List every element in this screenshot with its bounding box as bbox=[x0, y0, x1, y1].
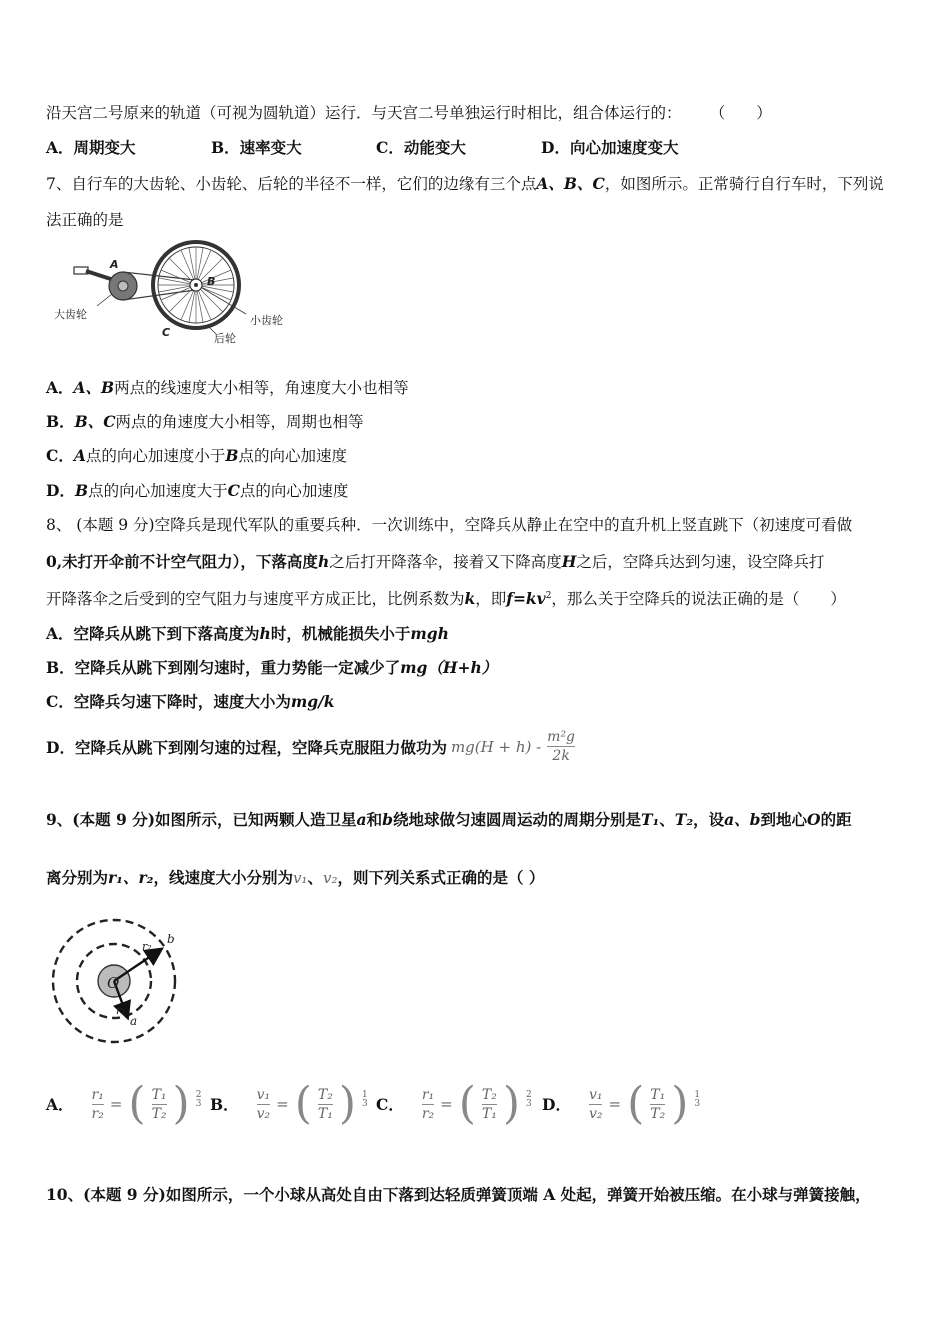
q8-option-a[interactable]: A．空降兵从跳下到下落高度为h时，机械能损失小于mgh bbox=[46, 624, 449, 643]
exponent: 2 3 bbox=[526, 1090, 532, 1109]
exponent: 1 3 bbox=[694, 1090, 701, 1109]
satellite-orbit-figure bbox=[50, 913, 180, 1048]
q6-option-a[interactable]: A．周期变大 bbox=[46, 138, 136, 157]
q9-stem-1: 9、(本题 9 分)如图所示，已知两颗人造卫星a和b绕地球做匀速圆周运动的周期分别是T₁、T₂，设a、b到地心O的距 bbox=[46, 810, 852, 829]
q7-option-d[interactable]: D．B点的向心加速度大于C点的向心加速度 bbox=[46, 481, 349, 500]
q7-stem: 7、自行车的大齿轮、小齿轮、后轮的半径不一样，它们的边缘有三个点A、B、C，如图所示。正常骑行自行车时，下列说 bbox=[46, 174, 884, 193]
r2-arrow bbox=[114, 950, 160, 981]
big-gear-label: 大齿轮 bbox=[54, 308, 87, 321]
q6-option-b[interactable]: B．速率变大 bbox=[211, 138, 302, 157]
q8-stem-3: 开降落伞之后受到的空气阻力与速度平方成正比，比例系数为k，即$f=kv^2$，那么关于空降兵的说法正确的是（ ） bbox=[46, 589, 846, 608]
q9-option-c[interactable]: C． $\frac{\text{r₁}}{\text{r₂}}$ = ( $\frac{\text{T₂}}{\text{T₁}}$ ) 2 3 bbox=[376, 1078, 532, 1129]
point-a-label: A bbox=[110, 258, 119, 271]
satellite-a-label: a bbox=[130, 1014, 138, 1028]
q6-stem: 沿天宫二号原来的轨道（可视为圆轨道）运行．与天宫二号单独运行时相比，组合体运行的： （ ） bbox=[46, 104, 772, 122]
r1-label: r₁ bbox=[116, 1004, 126, 1017]
q8-d-fraction: $\frac{\text{m²g}}{2k}$ bbox=[547, 729, 576, 764]
q8-option-d[interactable]: D．空降兵从跳下到刚匀速的过程，空降兵克服阻力做功为 mg(H + h) - $\frac{\text{m²g}}{2k}$ bbox=[46, 729, 576, 764]
q9-option-a[interactable]: A． $\frac{\text{r₁}}{\text{r₂}}$ = ( $\frac{\text{T₁}}{\text{T₂}}$ ) 2 3 bbox=[46, 1078, 202, 1129]
q9-stem-2: 离分别为r₁、r₂，线速度大小分别为v₁、v₂，则下列关系式正确的是（ ） bbox=[46, 868, 545, 887]
q8-stem-2: 0,未打开伞前不计空气阻力），下落高度h之后打开降落伞，接着又下降高度H之后，空降兵达到匀速，设空降兵打 bbox=[46, 552, 825, 571]
q7-option-b[interactable]: B．B、C两点的角速度大小相等，周期也相等 bbox=[46, 412, 364, 431]
exponent: 1 3 bbox=[362, 1090, 368, 1109]
q7-option-c[interactable]: C．A点的向心加速度小于B点的向心加速度 bbox=[46, 446, 348, 465]
q9-option-d[interactable]: D． $\frac{\text{v₁}}{\text{v₂}}$ = ( $\frac{\text{T₁}}{\text{T₂}}$ ) 1 3 bbox=[542, 1078, 701, 1129]
q9-option-b[interactable]: B． $\frac{\text{v₁}}{\text{v₂}}$ = ( $\frac{\text{T₂}}{\text{T₁}}$ ) 1 3 bbox=[210, 1078, 368, 1129]
rear-wheel-label: 后轮 bbox=[214, 332, 236, 345]
point-c-label: C bbox=[162, 326, 171, 339]
q8-option-b[interactable]: B．空降兵从跳下到刚匀速时，重力势能一定减少了mg（H+h） bbox=[46, 658, 498, 677]
center-o-label: O bbox=[107, 974, 120, 992]
q6-options bbox=[46, 136, 678, 158]
q8-stem-1: 8、 (本题 9 分)空降兵是现代军队的重要兵种．一次训练中，空降兵从静止在空中的直升机上竖直跳下（初速度可看做 bbox=[46, 516, 853, 534]
q6-option-d[interactable]: D．向心加速度变大 bbox=[541, 138, 679, 157]
q7-option-a[interactable]: A．A、B两点的线速度大小相等，角速度大小也相等 bbox=[46, 378, 409, 397]
bicycle-gear-figure bbox=[50, 238, 300, 348]
point-b-label: B bbox=[207, 275, 216, 288]
small-gear-label: 小齿轮 bbox=[250, 314, 283, 327]
satellite-b-label: b bbox=[167, 932, 175, 946]
q8-option-c[interactable]: C．空降兵匀速下降时，速度大小为mg/k bbox=[46, 692, 335, 711]
q6-option-c[interactable]: C．动能变大 bbox=[376, 138, 466, 157]
q7-stem-2: 法正确的是 bbox=[46, 211, 124, 229]
r2-label: r₂ bbox=[142, 940, 152, 953]
exponent: 2 3 bbox=[195, 1090, 202, 1109]
q10-stem: 10、(本题 9 分)如图所示，一个小球从高处自由下落到达轻质弹簧顶端 A 处起，弹簧开始被压缩。在小球与弹簧接触， bbox=[46, 1185, 871, 1204]
